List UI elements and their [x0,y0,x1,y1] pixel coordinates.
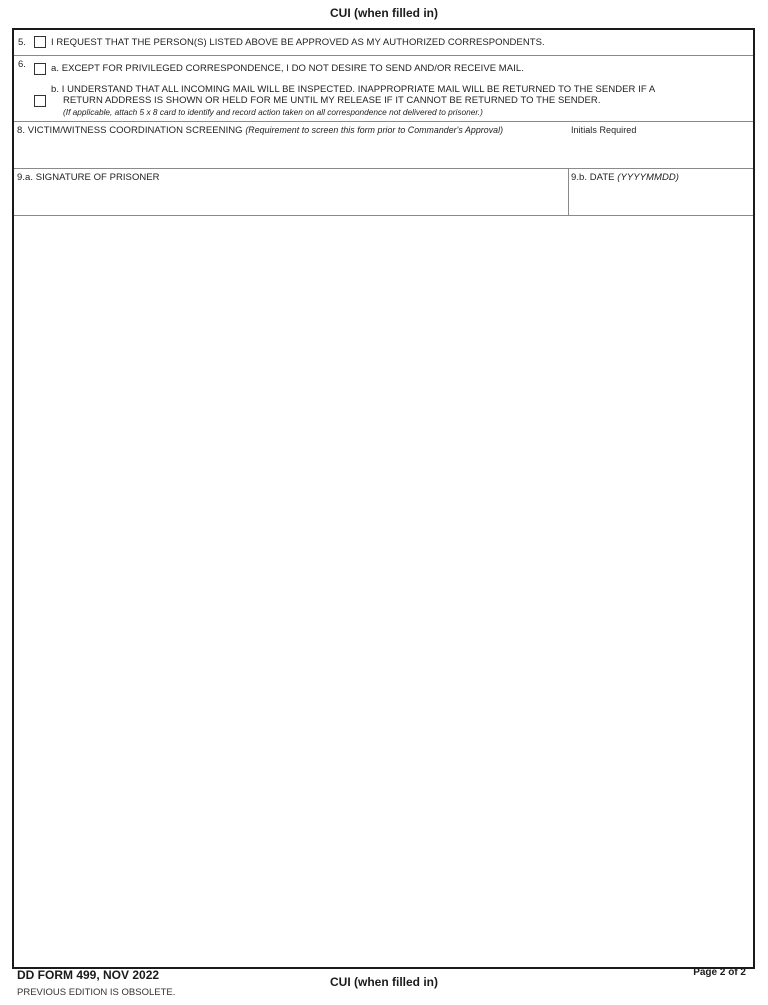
item-6-row [14,56,753,122]
blank-page-area [14,216,753,967]
item-8-input-area[interactable] [14,138,753,168]
page-number: Page 2 of 2 [693,967,746,978]
cui-footer-marking: CUI (when filled in) [330,975,438,989]
cui-header-marking: CUI (when filled in) [330,6,438,20]
item-5-checkbox[interactable] [34,36,46,48]
item-9-row [14,169,753,216]
item-8-row [14,122,753,169]
item-9b-format-hint: (YYYYMMDD) [617,172,680,183]
signature-of-prisoner-field[interactable] [14,185,568,215]
item-9b-label [571,172,679,183]
date-field[interactable] [569,185,753,215]
item-8-label-text: 8. VICTIM/WITNESS COORDINATION SCREENING [17,125,243,136]
item-6a-text: a. EXCEPT FOR PRIVILEGED CORRESPONDENCE, I DO NOT DESIRE TO SEND AND/OR RECEIVE MAIL. [51,63,524,74]
item-6b-text-line1: b. I UNDERSTAND THAT ALL INCOMING MAIL WILL BE INSPECTED. INAPPROPRIATE MAIL WILL BE RETURNED TO THE SENDER IF A [51,84,656,95]
item-5-row [14,30,753,56]
item-6b-checkbox[interactable] [34,95,46,107]
item-6-number: 6. [18,59,26,70]
item-9b-label-text: 9.b. DATE [571,172,615,183]
item-5-number: 5. [18,37,26,48]
item-5-text: I REQUEST THAT THE PERSON(S) LISTED ABOVE BE APPROVED AS MY AUTHORIZED CORRESPONDENTS. [51,37,545,48]
edition-note: PREVIOUS EDITION IS OBSOLETE. [17,987,176,998]
item-6b-text-line2: RETURN ADDRESS IS SHOWN OR HELD FOR ME UNTIL MY RELEASE IF IT CANNOT BE RETURNED TO THE SENDER. [63,95,601,106]
form-identifier: DD FORM 499, NOV 2022 [17,968,160,982]
item-8-initials-label: Initials Required [571,125,637,135]
item-6a-checkbox[interactable] [34,63,46,75]
item-8-instruction: (Requirement to screen this form prior to Commander's Approval) [245,125,504,135]
form-frame [12,28,755,969]
item-9a-label: 9.a. SIGNATURE OF PRISONER [17,172,160,183]
item-6b-note: (If applicable, attach 5 x 8 card to identify and record action taken on all correspondence not delivered to prisoner.) [63,107,483,117]
item-8-label [17,125,503,136]
